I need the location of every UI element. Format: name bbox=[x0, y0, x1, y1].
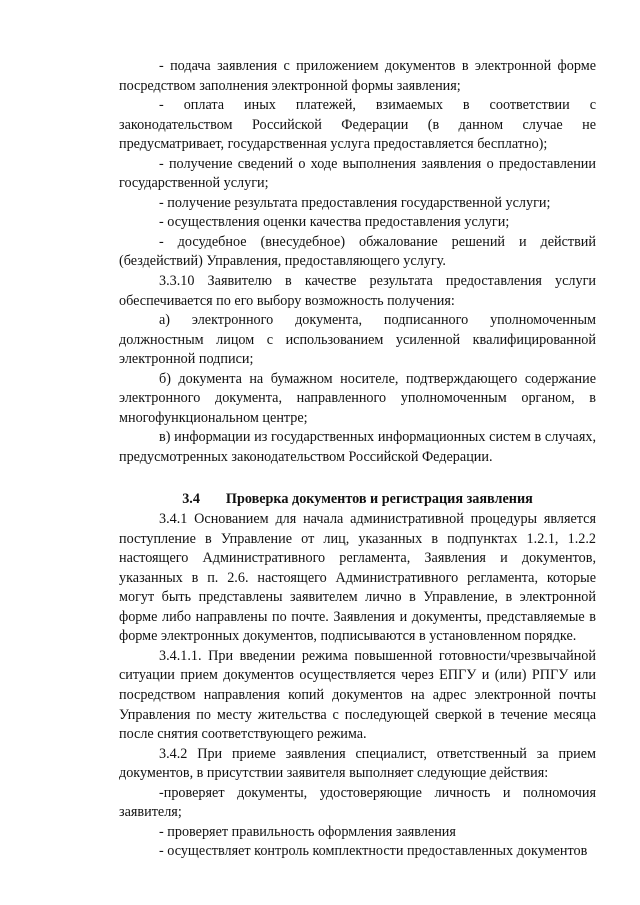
paragraph-3-4-1: 3.4.1 Основанием для начала административной процедуры является поступление в Управление от лиц, указанных в подпунктах 1.2.1, 1.2.2 настоящего Административного регламента, Заявления и документов, указанных в п. 2.6. настоящего Административного регламента, которые могут быть представлены заявителем лично в Управление, в электронной форме либо направлены по почте. Заявления и документы, представляемые в форме электронных документов, подписываются в установленном порядке. bbox=[119, 511, 596, 645]
paragraph-option-c: в) информации из государственных информационных систем в случаях, предусмотренных законодательством Российской Федерации. bbox=[119, 429, 596, 465]
section-heading bbox=[119, 490, 596, 510]
paragraph-check-completeness: - осуществляет контроль комплектности предоставленных документов bbox=[159, 843, 588, 860]
paragraph-check-identity: -проверяет документы, удостоверяющие личность и полномочия заявителя; bbox=[119, 784, 596, 821]
paragraph-3-3-10: 3.3.10 Заявителю в качестве результата предоставления услуги обеспечивается по его выбору возможность получения: bbox=[119, 273, 596, 309]
paragraph-3-4-1-1: 3.4.1.1. При введении режима повышенной готовности/чрезвычайной ситуации прием документов осуществляется через ЕПГУ и (или) РПГУ или посредством направления копий документов на адрес электронной почты Управления по месту жительства с последующей сверкой в течение месяца после снятия соответствующего режима. bbox=[119, 647, 596, 743]
paragraph-3-4-2: 3.4.2 При приеме заявления специалист, ответственный за прием документов, в присутствии заявителя выполняет следующие действия: bbox=[119, 745, 596, 782]
section-number: 3.4 bbox=[182, 491, 200, 508]
paragraph-appeal: - досудебное (внесудебное) обжалование решений и действий (бездействий) Управления, предоставляющего услугу. bbox=[119, 233, 596, 270]
paragraph-payment: - оплата иных платежей, взимаемых в соответствии с законодательством Российской Федерации (в данном случае не предусматривает, государственная услуга предоставляется бесплатно); bbox=[119, 97, 596, 153]
paragraph-result: - получение результата предоставления государственной услуги; bbox=[159, 194, 551, 211]
paragraph-submission: - подача заявления с приложением документов в электронной форме посредством заполнения электронной формы заявления; bbox=[119, 58, 596, 94]
section-title: Проверка документов и регистрация заявления bbox=[225, 491, 533, 508]
paragraph-quality: - осуществления оценки качества предоставления услуги; bbox=[159, 214, 510, 231]
paragraph-status-info: - получение сведений о ходе выполнения заявления о предоставлении государственной услуги; bbox=[119, 155, 596, 192]
paragraph-check-form: - проверяет правильность оформления заявления bbox=[159, 823, 456, 840]
paragraph-option-b: б) документа на бумажном носителе, подтверждающего содержание электронного документа, направленного уполномоченным органом, в многофункциональном центре; bbox=[119, 370, 596, 426]
paragraph-option-a: а) электронного документа, подписанного уполномоченным должностным лицом с использованием усиленной квалифицированной электронной подписи; bbox=[119, 312, 596, 368]
